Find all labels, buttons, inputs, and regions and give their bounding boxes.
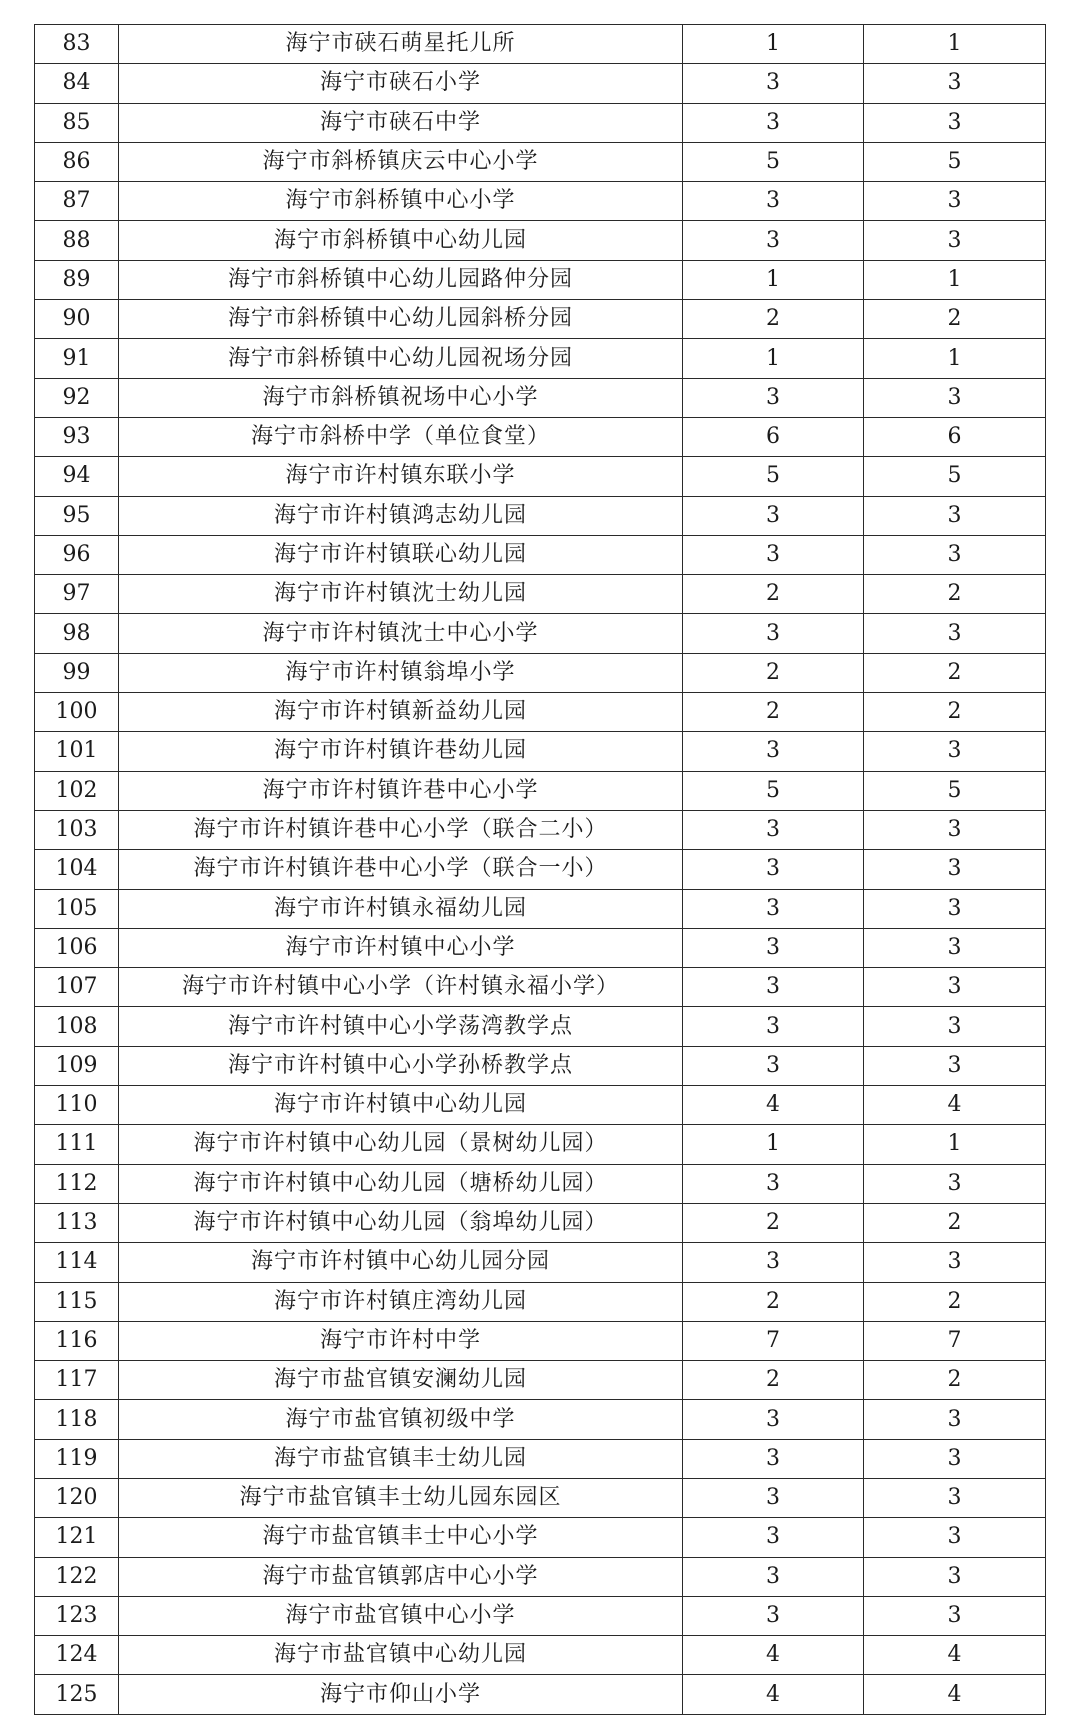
count-b-cell: 3	[864, 1007, 1046, 1046]
table-row	[35, 1164, 1046, 1203]
institution-name-cell: 海宁市硖石小学	[119, 64, 683, 103]
row-number-cell: 94	[35, 457, 119, 496]
count-a-cell: 1	[683, 260, 864, 299]
count-b-cell: 3	[864, 1243, 1046, 1282]
institution-name-cell: 海宁市许村镇中心幼儿园（塘桥幼儿园）	[119, 1164, 683, 1203]
count-b-cell: 2	[864, 1203, 1046, 1242]
table-row	[35, 1400, 1046, 1439]
table-row	[35, 25, 1046, 64]
row-number-cell: 98	[35, 614, 119, 653]
count-b-cell: 3	[864, 614, 1046, 653]
count-b-cell: 3	[864, 1046, 1046, 1085]
table-row	[35, 1321, 1046, 1360]
row-number-cell: 120	[35, 1478, 119, 1517]
row-number-cell: 104	[35, 850, 119, 889]
institution-name-cell: 海宁市盐官镇丰士幼儿园东园区	[119, 1478, 683, 1517]
table-row	[35, 1478, 1046, 1517]
count-a-cell: 3	[683, 732, 864, 771]
row-number-cell: 108	[35, 1007, 119, 1046]
count-a-cell: 2	[683, 300, 864, 339]
count-a-cell: 2	[683, 575, 864, 614]
institution-name-cell: 海宁市许村镇许巷中心小学（联合一小）	[119, 850, 683, 889]
row-number-cell: 91	[35, 339, 119, 378]
row-number-cell: 103	[35, 810, 119, 849]
row-number-cell: 119	[35, 1439, 119, 1478]
institution-name-cell: 海宁市许村镇中心小学孙桥教学点	[119, 1046, 683, 1085]
table-row	[35, 221, 1046, 260]
institution-name-cell: 海宁市许村镇中心幼儿园（翁埠幼儿园）	[119, 1203, 683, 1242]
count-a-cell: 3	[683, 968, 864, 1007]
institution-name-cell: 海宁市许村镇中心小学（许村镇永福小学）	[119, 968, 683, 1007]
count-b-cell: 2	[864, 693, 1046, 732]
count-b-cell: 3	[864, 182, 1046, 221]
count-b-cell: 3	[864, 1439, 1046, 1478]
row-number-cell: 116	[35, 1321, 119, 1360]
table-row	[35, 653, 1046, 692]
institution-name-cell: 海宁市硖石萌星托儿所	[119, 25, 683, 64]
table-row	[35, 300, 1046, 339]
institution-name-cell: 海宁市许村镇新益幼儿园	[119, 693, 683, 732]
institution-name-cell: 海宁市斜桥镇中心幼儿园祝场分园	[119, 339, 683, 378]
institution-name-cell: 海宁市许村镇中心小学	[119, 928, 683, 967]
row-number-cell: 89	[35, 260, 119, 299]
count-b-cell: 3	[864, 968, 1046, 1007]
count-a-cell: 1	[683, 339, 864, 378]
count-a-cell: 3	[683, 103, 864, 142]
institution-name-cell: 海宁市盐官镇初级中学	[119, 1400, 683, 1439]
count-b-cell: 3	[864, 732, 1046, 771]
count-a-cell: 3	[683, 221, 864, 260]
table-row	[35, 1243, 1046, 1282]
table-row	[35, 850, 1046, 889]
institution-name-cell: 海宁市许村镇沈士幼儿园	[119, 575, 683, 614]
count-b-cell: 2	[864, 575, 1046, 614]
institution-name-cell: 海宁市许村镇许巷中心小学（联合二小）	[119, 810, 683, 849]
row-number-cell: 110	[35, 1086, 119, 1125]
count-a-cell: 3	[683, 1243, 864, 1282]
count-b-cell: 4	[864, 1086, 1046, 1125]
row-number-cell: 88	[35, 221, 119, 260]
count-a-cell: 1	[683, 25, 864, 64]
table-row	[35, 417, 1046, 456]
institution-name-cell: 海宁市许村镇永福幼儿园	[119, 889, 683, 928]
row-number-cell: 105	[35, 889, 119, 928]
row-number-cell: 86	[35, 142, 119, 181]
table-row	[35, 693, 1046, 732]
row-number-cell: 121	[35, 1518, 119, 1557]
count-a-cell: 3	[683, 1400, 864, 1439]
row-number-cell: 118	[35, 1400, 119, 1439]
row-number-cell: 84	[35, 64, 119, 103]
count-b-cell: 2	[864, 653, 1046, 692]
row-number-cell: 97	[35, 575, 119, 614]
table-row	[35, 1596, 1046, 1635]
row-number-cell: 107	[35, 968, 119, 1007]
row-number-cell: 115	[35, 1282, 119, 1321]
institution-name-cell: 海宁市许村镇许巷幼儿园	[119, 732, 683, 771]
count-a-cell: 3	[683, 1046, 864, 1085]
table-row	[35, 1675, 1046, 1714]
row-number-cell: 87	[35, 182, 119, 221]
count-b-cell: 3	[864, 1164, 1046, 1203]
row-number-cell: 93	[35, 417, 119, 456]
count-b-cell: 3	[864, 496, 1046, 535]
table-row	[35, 732, 1046, 771]
institution-name-cell: 海宁市斜桥镇中心幼儿园路仲分园	[119, 260, 683, 299]
table-row	[35, 1203, 1046, 1242]
table-row	[35, 64, 1046, 103]
row-number-cell: 99	[35, 653, 119, 692]
row-number-cell: 101	[35, 732, 119, 771]
row-number-cell: 100	[35, 693, 119, 732]
count-a-cell: 3	[683, 1596, 864, 1635]
institution-name-cell: 海宁市许村镇鸿志幼儿园	[119, 496, 683, 535]
institution-name-cell: 海宁市斜桥镇中心幼儿园斜桥分园	[119, 300, 683, 339]
count-b-cell: 1	[864, 1125, 1046, 1164]
institution-name-cell: 海宁市仰山小学	[119, 1675, 683, 1714]
institution-name-cell: 海宁市斜桥镇祝场中心小学	[119, 378, 683, 417]
institution-name-cell: 海宁市盐官镇丰士中心小学	[119, 1518, 683, 1557]
count-a-cell: 3	[683, 64, 864, 103]
row-number-cell: 111	[35, 1125, 119, 1164]
row-number-cell: 102	[35, 771, 119, 810]
count-b-cell: 3	[864, 378, 1046, 417]
count-a-cell: 6	[683, 417, 864, 456]
table-row	[35, 496, 1046, 535]
row-number-cell: 90	[35, 300, 119, 339]
count-b-cell: 1	[864, 25, 1046, 64]
count-a-cell: 3	[683, 1164, 864, 1203]
row-number-cell: 85	[35, 103, 119, 142]
count-a-cell: 2	[683, 653, 864, 692]
count-a-cell: 3	[683, 535, 864, 574]
count-a-cell: 3	[683, 1557, 864, 1596]
table-row	[35, 928, 1046, 967]
count-b-cell: 3	[864, 64, 1046, 103]
data-table	[34, 24, 1046, 1715]
table-row	[35, 260, 1046, 299]
count-a-cell: 3	[683, 850, 864, 889]
institution-name-cell: 海宁市许村镇中心幼儿园（景树幼儿园）	[119, 1125, 683, 1164]
count-b-cell: 2	[864, 1361, 1046, 1400]
table-row	[35, 1439, 1046, 1478]
table-row	[35, 575, 1046, 614]
count-a-cell: 2	[683, 693, 864, 732]
count-b-cell: 1	[864, 260, 1046, 299]
table-row	[35, 1636, 1046, 1675]
table-row	[35, 378, 1046, 417]
institution-name-cell: 海宁市硖石中学	[119, 103, 683, 142]
table-row	[35, 771, 1046, 810]
count-a-cell: 3	[683, 1478, 864, 1517]
row-number-cell: 123	[35, 1596, 119, 1635]
count-b-cell: 3	[864, 1478, 1046, 1517]
row-number-cell: 106	[35, 928, 119, 967]
row-number-cell: 92	[35, 378, 119, 417]
count-b-cell: 3	[864, 535, 1046, 574]
institution-name-cell: 海宁市许村镇中心幼儿园分园	[119, 1243, 683, 1282]
table-row	[35, 968, 1046, 1007]
institution-name-cell: 海宁市许村镇许巷中心小学	[119, 771, 683, 810]
count-a-cell: 3	[683, 496, 864, 535]
count-a-cell: 3	[683, 1518, 864, 1557]
row-number-cell: 125	[35, 1675, 119, 1714]
row-number-cell: 95	[35, 496, 119, 535]
table-row	[35, 535, 1046, 574]
count-b-cell: 3	[864, 1518, 1046, 1557]
institution-name-cell: 海宁市许村镇沈士中心小学	[119, 614, 683, 653]
count-a-cell: 3	[683, 378, 864, 417]
count-b-cell: 4	[864, 1636, 1046, 1675]
count-b-cell: 3	[864, 103, 1046, 142]
table-row	[35, 1007, 1046, 1046]
document-sheet	[34, 24, 1041, 1715]
count-b-cell: 5	[864, 142, 1046, 181]
count-a-cell: 3	[683, 182, 864, 221]
count-a-cell: 1	[683, 1125, 864, 1164]
table-row	[35, 1361, 1046, 1400]
row-number-cell: 83	[35, 25, 119, 64]
institution-name-cell: 海宁市盐官镇郭店中心小学	[119, 1557, 683, 1596]
institution-name-cell: 海宁市盐官镇安澜幼儿园	[119, 1361, 683, 1400]
count-b-cell: 2	[864, 300, 1046, 339]
count-b-cell: 5	[864, 457, 1046, 496]
count-a-cell: 3	[683, 928, 864, 967]
row-number-cell: 109	[35, 1046, 119, 1085]
table-row	[35, 182, 1046, 221]
institution-name-cell: 海宁市许村镇庄湾幼儿园	[119, 1282, 683, 1321]
count-a-cell: 4	[683, 1636, 864, 1675]
institution-name-cell: 海宁市盐官镇丰士幼儿园	[119, 1439, 683, 1478]
institution-name-cell: 海宁市许村镇中心小学荡湾教学点	[119, 1007, 683, 1046]
institution-name-cell: 海宁市盐官镇中心小学	[119, 1596, 683, 1635]
count-a-cell: 3	[683, 810, 864, 849]
institution-name-cell: 海宁市许村镇联心幼儿园	[119, 535, 683, 574]
table-row	[35, 339, 1046, 378]
count-a-cell: 4	[683, 1675, 864, 1714]
count-a-cell: 4	[683, 1086, 864, 1125]
institution-name-cell: 海宁市许村镇东联小学	[119, 457, 683, 496]
row-number-cell: 122	[35, 1557, 119, 1596]
table-row	[35, 889, 1046, 928]
count-b-cell: 3	[864, 850, 1046, 889]
institution-name-cell: 海宁市许村镇翁埠小学	[119, 653, 683, 692]
count-a-cell: 5	[683, 142, 864, 181]
count-b-cell: 2	[864, 1282, 1046, 1321]
count-a-cell: 3	[683, 889, 864, 928]
count-a-cell: 2	[683, 1282, 864, 1321]
row-number-cell: 112	[35, 1164, 119, 1203]
count-b-cell: 4	[864, 1675, 1046, 1714]
institution-name-cell: 海宁市斜桥镇中心幼儿园	[119, 221, 683, 260]
table-row	[35, 1518, 1046, 1557]
row-number-cell: 117	[35, 1361, 119, 1400]
table-row	[35, 1557, 1046, 1596]
institution-name-cell: 海宁市斜桥镇庆云中心小学	[119, 142, 683, 181]
count-b-cell: 3	[864, 1596, 1046, 1635]
institution-name-cell: 海宁市许村镇中心幼儿园	[119, 1086, 683, 1125]
count-b-cell: 5	[864, 771, 1046, 810]
institution-name-cell: 海宁市斜桥中学（单位食堂）	[119, 417, 683, 456]
table-row	[35, 614, 1046, 653]
count-b-cell: 3	[864, 928, 1046, 967]
institution-name-cell: 海宁市盐官镇中心幼儿园	[119, 1636, 683, 1675]
count-a-cell: 3	[683, 1007, 864, 1046]
row-number-cell: 114	[35, 1243, 119, 1282]
table-row	[35, 810, 1046, 849]
count-b-cell: 3	[864, 810, 1046, 849]
count-b-cell: 7	[864, 1321, 1046, 1360]
count-b-cell: 3	[864, 221, 1046, 260]
institution-name-cell: 海宁市许村中学	[119, 1321, 683, 1360]
count-b-cell: 3	[864, 1557, 1046, 1596]
row-number-cell: 124	[35, 1636, 119, 1675]
table-row	[35, 1086, 1046, 1125]
row-number-cell: 96	[35, 535, 119, 574]
table-row	[35, 103, 1046, 142]
count-a-cell: 3	[683, 614, 864, 653]
count-a-cell: 5	[683, 457, 864, 496]
count-b-cell: 6	[864, 417, 1046, 456]
institution-name-cell: 海宁市斜桥镇中心小学	[119, 182, 683, 221]
count-a-cell: 2	[683, 1361, 864, 1400]
count-b-cell: 3	[864, 1400, 1046, 1439]
table-row	[35, 1046, 1046, 1085]
count-a-cell: 3	[683, 1439, 864, 1478]
count-a-cell: 5	[683, 771, 864, 810]
table-row	[35, 142, 1046, 181]
row-number-cell: 113	[35, 1203, 119, 1242]
count-a-cell: 2	[683, 1203, 864, 1242]
count-b-cell: 3	[864, 889, 1046, 928]
count-b-cell: 1	[864, 339, 1046, 378]
table-row	[35, 1282, 1046, 1321]
table-row	[35, 457, 1046, 496]
table-body	[35, 25, 1046, 1715]
count-a-cell: 7	[683, 1321, 864, 1360]
table-row	[35, 1125, 1046, 1164]
